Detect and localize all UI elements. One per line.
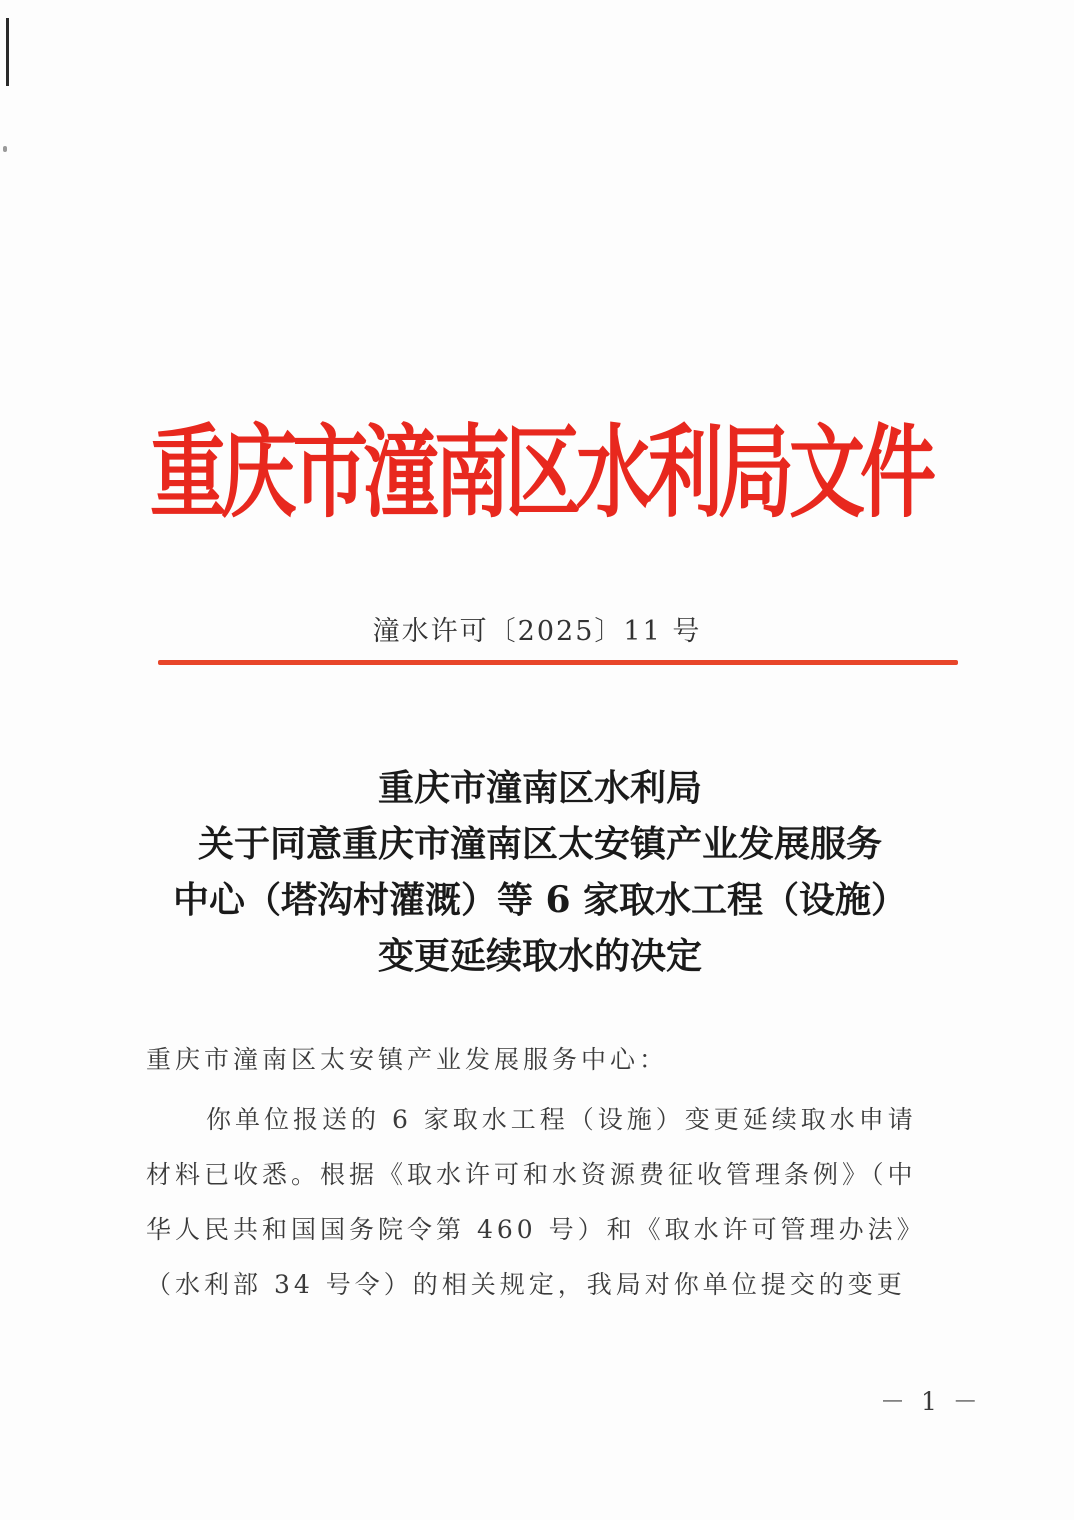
- document-heading: [110, 760, 970, 984]
- heading-line: 变更延续取水的决定: [377, 935, 702, 977]
- addressee: 重庆市潼南区太安镇产业发展服务中心：: [146, 1045, 669, 1074]
- body-line: 华人民共和国国务院令第 460 号）和《取水许可管理办法》: [146, 1215, 926, 1244]
- red-header-title: 重庆市潼南区水利局文件: [150, 413, 931, 532]
- heading-line: 中心（塔沟村灌溉）等 6 家取水工程（设施）: [172, 879, 908, 921]
- body-line: 你单位报送的 6 家取水工程（设施）变更延续取水申请: [206, 1105, 917, 1134]
- body-text: [146, 1092, 952, 1312]
- binding-dot: [3, 146, 7, 152]
- body-line: （水利部 34 号令）的相关规定，我局对你单位提交的变更: [146, 1270, 906, 1299]
- document-number: 潼水许可〔2025〕11 号: [372, 616, 702, 647]
- body-line: 材料已收悉。根据《取水许可和水资源费征收管理条例》（中: [146, 1160, 917, 1189]
- binding-mark: [6, 18, 9, 86]
- page-number: － 1 －: [880, 1387, 982, 1416]
- red-divider-line: [158, 660, 958, 665]
- heading-line: 关于同意重庆市潼南区太安镇产业发展服务: [197, 823, 882, 865]
- heading-line: 重庆市潼南区水利局: [377, 767, 702, 809]
